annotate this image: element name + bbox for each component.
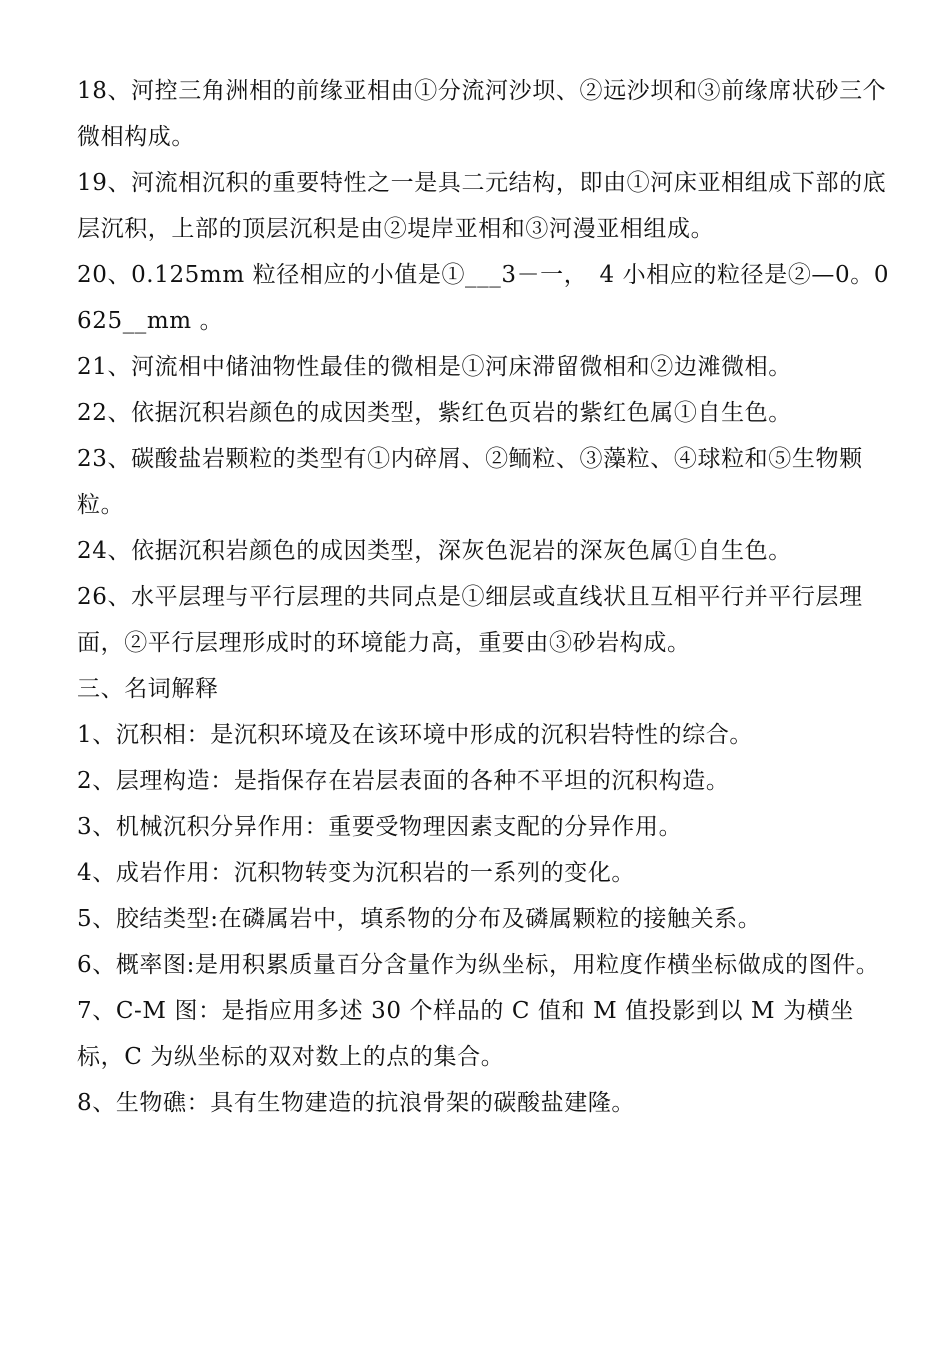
answer-21: 21、河流相中储油物性最佳的微相是①河床滞留微相和②边滩微相。 [77,354,792,380]
answer-23: 23、碳酸盐岩颗粒的类型有①内碎屑、②鲕粒、③藻粒、④球粒和⑤生物颗粒。 [77,446,863,518]
definition-3: 3、机械沉积分异作用：重要受物理因素支配的分异作用。 [77,814,683,840]
definition-4: 4、成岩作用：沉积物转变为沉积岩的一系列的变化。 [77,860,636,886]
definition-1: 1、沉积相：是沉积环境及在该环境中形成的沉积岩特性的综合。 [77,722,754,748]
answer-22: 22、依据沉积岩颜色的成因类型，紫红色页岩的紫红色属①自生色。 [77,400,792,426]
answer-24: 24、依据沉积岩颜色的成因类型，深灰色泥岩的深灰色属①自生色。 [77,538,792,564]
answer-26: 26、水平层理与平行层理的共同点是①细层或直线状且互相平行并平行层理面，②平行层理形成时的环境能力高，重要由③砂岩构成。 [77,584,863,656]
answer-19: 19、河流相沉积的重要特性之一是具二元结构，即由①河床亚相组成下部的底层沉积，上部的顶层沉积是由②堤岸亚相和③河漫亚相组成。 [77,170,887,242]
definition-5: 5、胶结类型:在磷属岩中，填系物的分布及磷属颗粒的接触关系。 [77,906,762,932]
document-page [77,68,892,1126]
definition-7: 7、C-M 图：是指应用多述 30 个样品的 C 值和 M 值投影到以 M 为横坐标，C 为纵坐标的双对数上的点的集合。 [77,998,854,1070]
definition-2: 2、层理构造：是指保存在岩层表面的各种不平坦的沉积构造。 [77,768,730,794]
answer-20: 20、0.125mm 粒径相应的小值是①___3－一， 4 小相应的粒径是②—0。0625__mm 。 [77,262,890,334]
answer-18: 18、河控三角洲相的前缘亚相由①分流河沙坝、②远沙坝和③前缘席状砂三个微相构成。 [77,78,887,150]
definition-6: 6、概率图:是用积累质量百分含量作为纵坐标，用粒度作横坐标做成的图件。 [77,952,880,978]
definition-8: 8、生物礁：具有生物建造的抗浪骨架的碳酸盐建隆。 [77,1090,636,1116]
section-heading: 三、名词解释 [77,676,219,702]
